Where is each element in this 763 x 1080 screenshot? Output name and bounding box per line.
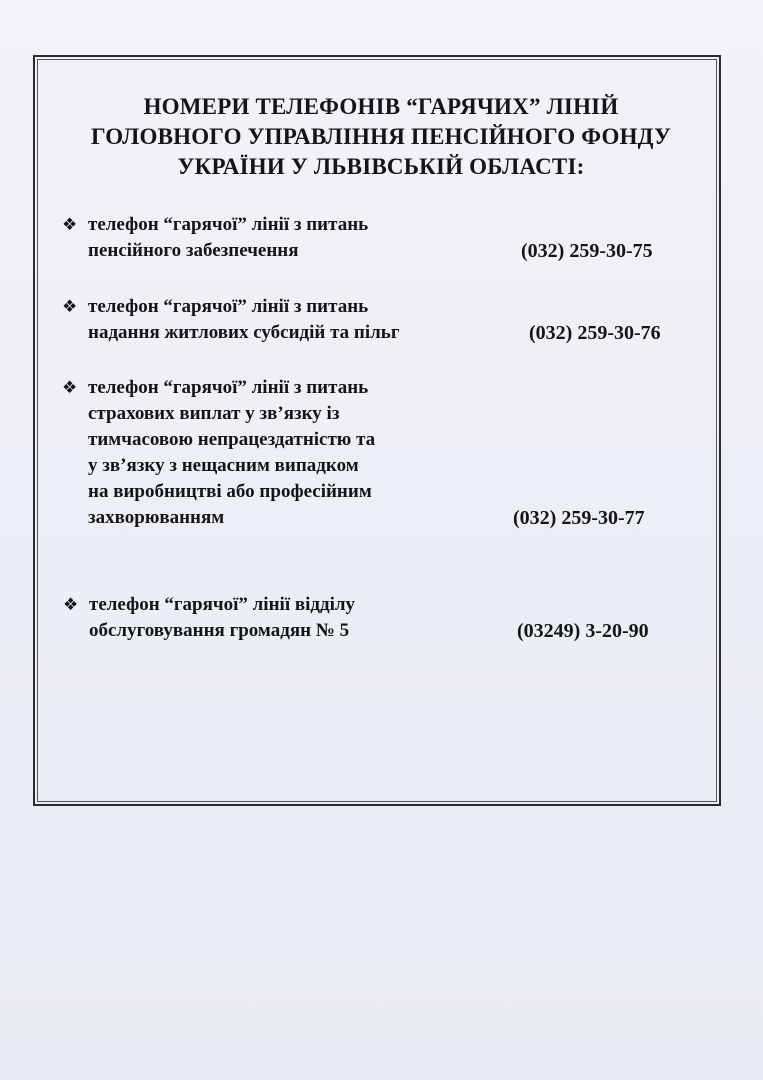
bullet-icon: ❖ <box>63 595 79 614</box>
bullet-icon: ❖ <box>62 297 78 316</box>
item-line: тимчасовою непрацездатністю та <box>88 429 376 450</box>
hotline-item-department-5 <box>89 592 355 644</box>
item-line: обслуговування громадян № 5 <box>89 620 350 641</box>
item-line: надання житлових субсидій та пільг <box>88 322 400 343</box>
item-line: у зв’язку з нещасним випадком <box>88 455 359 476</box>
title-line-3: УКРАЇНИ У ЛЬВІВСЬКІЙ ОБЛАСТІ: <box>177 154 585 179</box>
phone-number-subsidies: (032) 259-30-76 <box>529 322 661 344</box>
item-line: страхових виплат у зв’язку із <box>88 403 340 424</box>
title-line-1: НОМЕРИ ТЕЛЕФОНІВ “ГАРЯЧИХ” ЛІНІЙ <box>143 94 619 119</box>
bullet-icon: ❖ <box>62 215 78 234</box>
bullet-icon: ❖ <box>62 378 78 397</box>
item-line: телефон “гарячої” лінії з питань <box>88 214 369 235</box>
hotline-item-insurance <box>88 375 375 531</box>
item-line: телефон “гарячої” лінії відділу <box>89 594 356 615</box>
item-line: на виробництві або професійним <box>88 481 372 502</box>
hotline-item-subsidies <box>88 294 400 346</box>
item-line: телефон “гарячої” лінії з питань <box>88 377 369 398</box>
phone-number-pension: (032) 259-30-75 <box>521 240 653 262</box>
item-line: телефон “гарячої” лінії з питань <box>88 296 369 317</box>
item-line: захворюванням <box>88 507 225 528</box>
phone-number-insurance: (032) 259-30-77 <box>513 507 645 529</box>
document-title <box>40 92 722 182</box>
title-line-2: ГОЛОВНОГО УПРАВЛІННЯ ПЕНСІЙНОГО ФОНДУ <box>90 124 672 149</box>
hotline-item-pension <box>88 212 368 264</box>
phone-number-department-5: (03249) 3-20-90 <box>517 620 649 642</box>
item-line: пенсійного забезпечення <box>88 240 299 261</box>
